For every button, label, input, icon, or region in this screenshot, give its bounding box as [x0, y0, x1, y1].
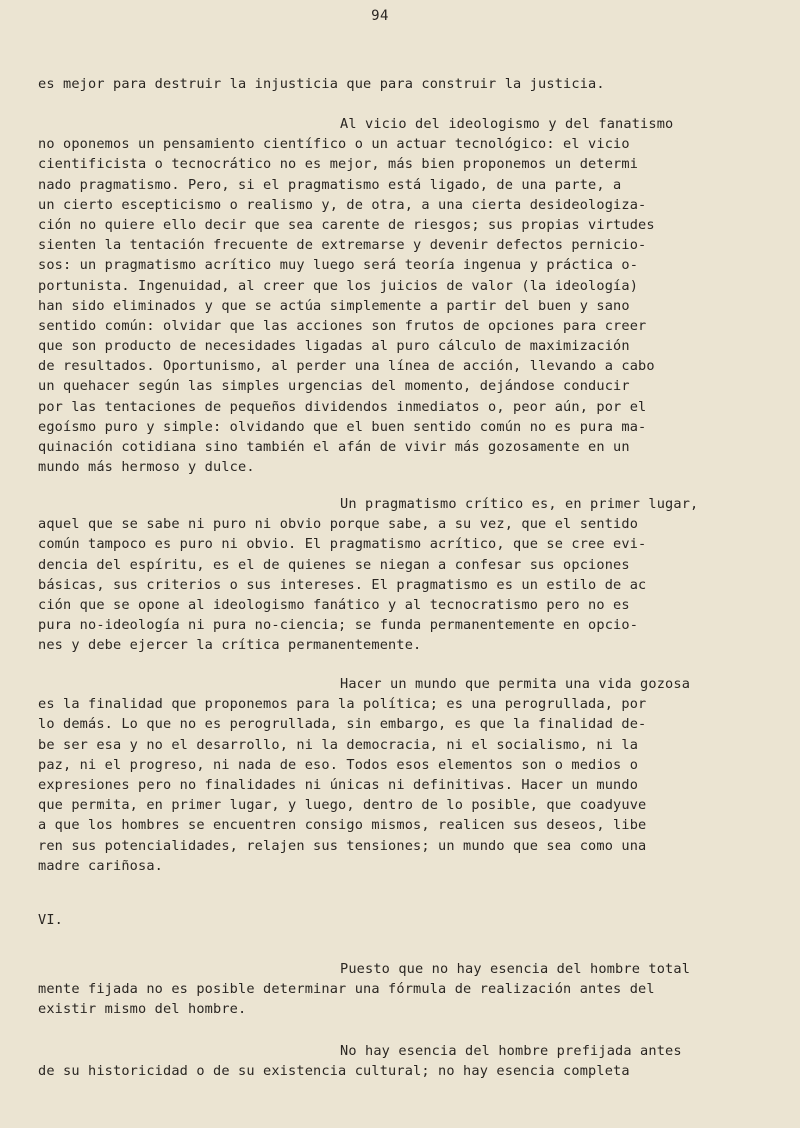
text-line: por las tentaciones de pequeños dividendos inmediatos o, peor aún, por el: [38, 398, 647, 415]
text-line: mundo más hermoso y dulce.: [38, 459, 255, 476]
text-line: de resultados. Oportunismo, al perder una línea de acción, llevando a cabo: [38, 358, 655, 375]
text-line: un quehacer según las simples urgencias del momento, dejándose conducir: [38, 378, 630, 395]
text-line: que permita, en primer lugar, y luego, dentro de lo posible, que coadyuve: [38, 797, 647, 814]
text-line: quinación cotidiana sino también el afán de vivir más gozosamente en un: [38, 439, 630, 455]
text-line: be ser esa y no el desarrollo, ni la democracia, ni el socialismo, ni la: [38, 736, 639, 753]
text-line: ren sus potencialidades, relajen sus tensiones; un mundo que sea como una: [38, 837, 647, 854]
paragraph-pragmatism: [38, 114, 744, 477]
text-line: a que los hombres se encuentren consigo mismos, realicen sus deseos, libe: [38, 817, 647, 834]
text-line: mente fijada no es posible determinar una fórmula de realización antes del: [38, 981, 655, 998]
text-line: básicas, sus criterios o sus intereses. El pragmatismo es un estilo de ac: [38, 576, 647, 593]
text-line: lo demás. Lo que no es perogrullada, sin embargo, es que la finalidad de-: [38, 716, 647, 733]
text-line: pura no-ideología ni pura no-ciencia; se funda permanentemente en opcio-: [38, 617, 639, 634]
text-line: existir mismo del hombre.: [38, 1001, 247, 1018]
text-line: Un pragmatismo crítico es, en primer lugar,: [340, 496, 699, 512]
text-line: Al vicio del ideologismo y del fanatismo: [340, 116, 674, 132]
paragraph-no-essence: [38, 1041, 744, 1081]
text-line: dencia del espíritu, es el de quienes se niegan a confesar sus opciones: [38, 556, 630, 573]
text-line: ción que se opone al ideologismo fanático y al tecnocratismo pero no es: [38, 596, 630, 613]
text-line: Hacer un mundo que permita una vida gozosa: [340, 676, 691, 692]
text-line: nado pragmatismo. Pero, si el pragmatismo está ligado, de una parte, a: [38, 176, 622, 193]
text-line: sienten la tentación frecuente de extremarse y devenir defectos pernicio-: [38, 237, 647, 254]
text-line: sos: un pragmatismo acrítico muy luego será teoría ingenua y práctica o-: [38, 257, 639, 274]
text-line: es mejor para destruir la injusticia que para construir la justicia.: [38, 76, 605, 92]
section-number: VI.: [38, 912, 64, 928]
text-line: han sido eliminados y que se actúa simplemente a partir del buen y sano: [38, 297, 630, 314]
text-line: es la finalidad que proponemos para la política; es una perogrullada, por: [38, 696, 647, 713]
text-line: sentido común: olvidar que las acciones son frutos de opciones para creer: [38, 317, 647, 334]
text-line: aquel que se sabe ni puro ni obvio porque sabe, a su vez, que el sentido: [38, 516, 639, 533]
text-line: cientificista o tecnocrático no es mejor, más bien proponemos un determi: [38, 156, 639, 173]
text-line: un cierto escepticismo o realismo y, de otra, a una cierta desideologiza-: [38, 196, 647, 213]
text-line: No hay esencia del hombre prefijada antes: [340, 1043, 682, 1059]
text-line: madre cariñosa.: [38, 857, 164, 874]
text-line: egoísmo puro y simple: olvidando que el buen sentido común no es pura ma-: [38, 418, 647, 435]
text-line: nes y debe ejercer la crítica permanentemente.: [38, 637, 422, 654]
text-line: no oponemos un pensamiento científico o un actuar tecnológico: el vicio: [38, 136, 630, 153]
text-line: Puesto que no hay esencia del hombre total: [340, 961, 691, 977]
text-line: expresiones pero no finalidades ni únicas ni definitivas. Hacer un mundo: [38, 776, 639, 793]
text-line: que son producto de necesidades ligadas al puro cálculo de maximización: [38, 338, 630, 355]
section-heading: [38, 910, 744, 930]
paragraph-essence: [38, 959, 744, 1020]
page-number: 94: [371, 8, 389, 24]
text-line: portunista. Ingenuidad, al creer que los juicios de valor (la ideología): [38, 277, 639, 294]
text-line: común tampoco es puro ni obvio. El pragmatismo acrítico, que se cree evi-: [38, 536, 647, 553]
paragraph-continuation: [38, 74, 744, 94]
text-line: de su historicidad o de su existencia cultural; no hay esencia completa: [38, 1063, 630, 1080]
paragraph-joyful-world: [38, 674, 744, 876]
text-line: paz, ni el progreso, ni nada de eso. Todos esos elementos son o medios o: [38, 756, 639, 773]
paragraph-critical-pragmatism: [38, 494, 744, 656]
text-line: ción no quiere ello decir que sea carente de riesgos; sus propias virtudes: [38, 216, 655, 233]
